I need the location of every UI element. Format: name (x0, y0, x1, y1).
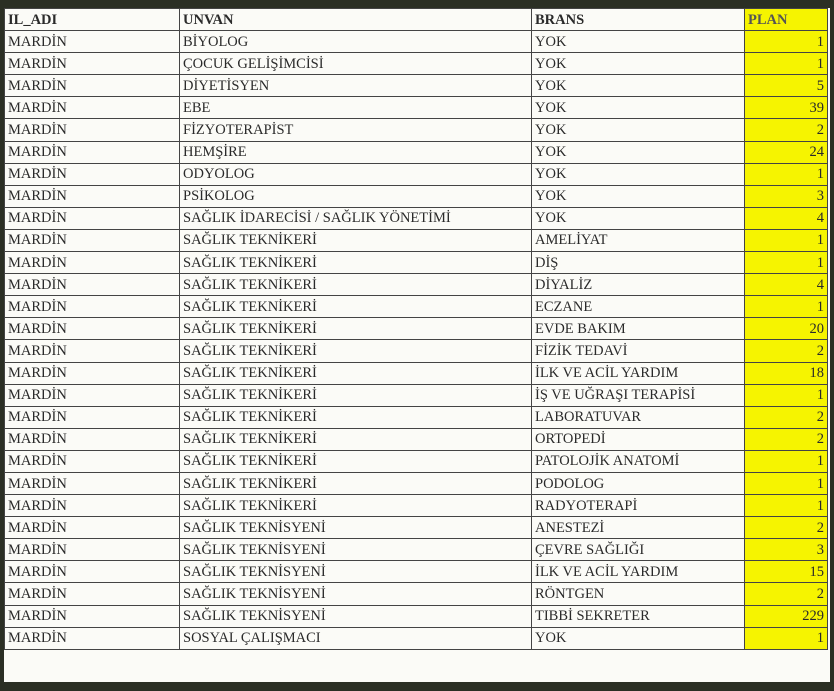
cell-unvan: SAĞLIK TEKNİSYENİ (180, 517, 532, 539)
cell-il-adi: MARDİN (5, 252, 180, 274)
cell-unvan: SAĞLIK TEKNİSYENİ (180, 539, 532, 561)
table-row (5, 340, 828, 362)
cell-brans: PODOLOG (532, 472, 745, 494)
table-row (5, 627, 828, 649)
cell-brans: YOK (532, 207, 745, 229)
cell-plan: 1 (745, 163, 828, 185)
cell-brans: YOK (532, 75, 745, 97)
cell-unvan: SAĞLIK TEKNİKERİ (180, 472, 532, 494)
cell-brans: FİZİK TEDAVİ (532, 340, 745, 362)
cell-plan: 4 (745, 274, 828, 296)
cell-plan: 15 (745, 561, 828, 583)
cell-brans: RADYOTERAPİ (532, 495, 745, 517)
cell-il-adi: MARDİN (5, 428, 180, 450)
cell-unvan: SAĞLIK TEKNİSYENİ (180, 583, 532, 605)
table-row (5, 252, 828, 274)
table-row (5, 605, 828, 627)
cell-il-adi: MARDİN (5, 296, 180, 318)
cell-unvan: SAĞLIK TEKNİKERİ (180, 252, 532, 274)
table-row (5, 119, 828, 141)
cell-brans: PATOLOJİK ANATOMİ (532, 450, 745, 472)
table-row (5, 362, 828, 384)
cell-plan: 2 (745, 340, 828, 362)
cell-brans: LABORATUVAR (532, 406, 745, 428)
table-row (5, 517, 828, 539)
cell-unvan: FİZYOTERAPİST (180, 119, 532, 141)
cell-unvan: PSİKOLOG (180, 185, 532, 207)
cell-plan: 4 (745, 207, 828, 229)
table-row (5, 207, 828, 229)
table-row (5, 296, 828, 318)
cell-brans: TIBBİ SEKRETER (532, 605, 745, 627)
table-row (5, 97, 828, 119)
cell-plan: 1 (745, 495, 828, 517)
cell-brans: YOK (532, 185, 745, 207)
cell-il-adi: MARDİN (5, 31, 180, 53)
table-row (5, 583, 828, 605)
cell-plan: 1 (745, 31, 828, 53)
table-row (5, 185, 828, 207)
cell-il-adi: MARDİN (5, 384, 180, 406)
cell-brans: ORTOPEDİ (532, 428, 745, 450)
cell-unvan: BİYOLOG (180, 31, 532, 53)
cell-unvan: SAĞLIK TEKNİSYENİ (180, 561, 532, 583)
cell-il-adi: MARDİN (5, 517, 180, 539)
cell-il-adi: MARDİN (5, 627, 180, 649)
cell-plan: 229 (745, 605, 828, 627)
cell-plan: 39 (745, 97, 828, 119)
cell-unvan: ODYOLOG (180, 163, 532, 185)
cell-il-adi: MARDİN (5, 450, 180, 472)
cell-brans: YOK (532, 53, 745, 75)
header-plan: PLAN (745, 9, 828, 31)
cell-plan: 24 (745, 141, 828, 163)
header-brans: BRANS (532, 9, 745, 31)
cell-brans: ECZANE (532, 296, 745, 318)
table-row (5, 539, 828, 561)
header-il-adi: IL_ADI (5, 9, 180, 31)
cell-brans: İŞ VE UĞRAŞI TERAPİSİ (532, 384, 745, 406)
cell-plan: 1 (745, 450, 828, 472)
cell-brans: YOK (532, 119, 745, 141)
cell-unvan: SAĞLIK TEKNİKERİ (180, 428, 532, 450)
cell-brans: YOK (532, 627, 745, 649)
cell-il-adi: MARDİN (5, 75, 180, 97)
table-row (5, 163, 828, 185)
cell-unvan: SAĞLIK İDARECİSİ / SAĞLIK YÖNETİMİ (180, 207, 532, 229)
cell-brans: YOK (532, 97, 745, 119)
cell-plan: 2 (745, 406, 828, 428)
cell-unvan: SAĞLIK TEKNİKERİ (180, 450, 532, 472)
cell-il-adi: MARDİN (5, 362, 180, 384)
cell-unvan: SAĞLIK TEKNİKERİ (180, 406, 532, 428)
cell-plan: 3 (745, 539, 828, 561)
cell-brans: ANESTEZİ (532, 517, 745, 539)
table-body (5, 31, 828, 650)
table-row (5, 495, 828, 517)
cell-il-adi: MARDİN (5, 274, 180, 296)
table-row (5, 384, 828, 406)
cell-brans: İLK VE ACİL YARDIM (532, 561, 745, 583)
table-row (5, 472, 828, 494)
table-row (5, 31, 828, 53)
cell-il-adi: MARDİN (5, 53, 180, 75)
cell-brans: AMELİYAT (532, 229, 745, 251)
cell-unvan: SAĞLIK TEKNİSYENİ (180, 605, 532, 627)
cell-plan: 1 (745, 229, 828, 251)
cell-plan: 1 (745, 472, 828, 494)
cell-unvan: SAĞLIK TEKNİKERİ (180, 318, 532, 340)
cell-il-adi: MARDİN (5, 97, 180, 119)
cell-plan: 20 (745, 318, 828, 340)
cell-plan: 1 (745, 252, 828, 274)
cell-unvan: SAĞLIK TEKNİKERİ (180, 362, 532, 384)
cell-il-adi: MARDİN (5, 340, 180, 362)
cell-brans: DİYALİZ (532, 274, 745, 296)
cell-brans: EVDE BAKIM (532, 318, 745, 340)
cell-unvan: SAĞLIK TEKNİKERİ (180, 495, 532, 517)
table-row (5, 141, 828, 163)
cell-il-adi: MARDİN (5, 495, 180, 517)
cell-plan: 3 (745, 185, 828, 207)
cell-plan: 1 (745, 53, 828, 75)
cell-unvan: SOSYAL ÇALIŞMACI (180, 627, 532, 649)
cell-brans: YOK (532, 141, 745, 163)
table-row (5, 428, 828, 450)
cell-plan: 2 (745, 119, 828, 141)
table-row (5, 75, 828, 97)
header-row (5, 9, 828, 31)
cell-unvan: SAĞLIK TEKNİKERİ (180, 274, 532, 296)
cell-plan: 2 (745, 517, 828, 539)
table-row (5, 229, 828, 251)
cell-plan: 2 (745, 583, 828, 605)
cell-brans: ÇEVRE SAĞLIĞI (532, 539, 745, 561)
cell-il-adi: MARDİN (5, 406, 180, 428)
cell-il-adi: MARDİN (5, 472, 180, 494)
table-row (5, 561, 828, 583)
cell-unvan: ÇOCUK GELİŞİMCİSİ (180, 53, 532, 75)
cell-brans: DİŞ (532, 252, 745, 274)
cell-il-adi: MARDİN (5, 207, 180, 229)
cell-plan: 2 (745, 428, 828, 450)
table-row (5, 450, 828, 472)
cell-il-adi: MARDİN (5, 318, 180, 340)
cell-unvan: DİYETİSYEN (180, 75, 532, 97)
table-row (5, 318, 828, 340)
cell-unvan: SAĞLIK TEKNİKERİ (180, 229, 532, 251)
cell-il-adi: MARDİN (5, 119, 180, 141)
cell-il-adi: MARDİN (5, 605, 180, 627)
cell-il-adi: MARDİN (5, 539, 180, 561)
photo-frame-bottom (0, 682, 834, 691)
staffing-table (4, 8, 828, 650)
cell-plan: 18 (745, 362, 828, 384)
header-unvan: UNVAN (180, 9, 532, 31)
cell-brans: YOK (532, 163, 745, 185)
table-row (5, 274, 828, 296)
cell-il-adi: MARDİN (5, 583, 180, 605)
cell-plan: 5 (745, 75, 828, 97)
cell-unvan: SAĞLIK TEKNİKERİ (180, 340, 532, 362)
cell-plan: 1 (745, 384, 828, 406)
cell-il-adi: MARDİN (5, 141, 180, 163)
cell-il-adi: MARDİN (5, 229, 180, 251)
cell-unvan: SAĞLIK TEKNİKERİ (180, 296, 532, 318)
table-row (5, 406, 828, 428)
cell-brans: RÖNTGEN (532, 583, 745, 605)
cell-plan: 1 (745, 296, 828, 318)
cell-il-adi: MARDİN (5, 163, 180, 185)
cell-brans: İLK VE ACİL YARDIM (532, 362, 745, 384)
cell-plan: 1 (745, 627, 828, 649)
cell-il-adi: MARDİN (5, 185, 180, 207)
cell-brans: YOK (532, 31, 745, 53)
cell-il-adi: MARDİN (5, 561, 180, 583)
cell-unvan: EBE (180, 97, 532, 119)
cell-unvan: SAĞLIK TEKNİKERİ (180, 384, 532, 406)
table-row (5, 53, 828, 75)
cell-unvan: HEMŞİRE (180, 141, 532, 163)
